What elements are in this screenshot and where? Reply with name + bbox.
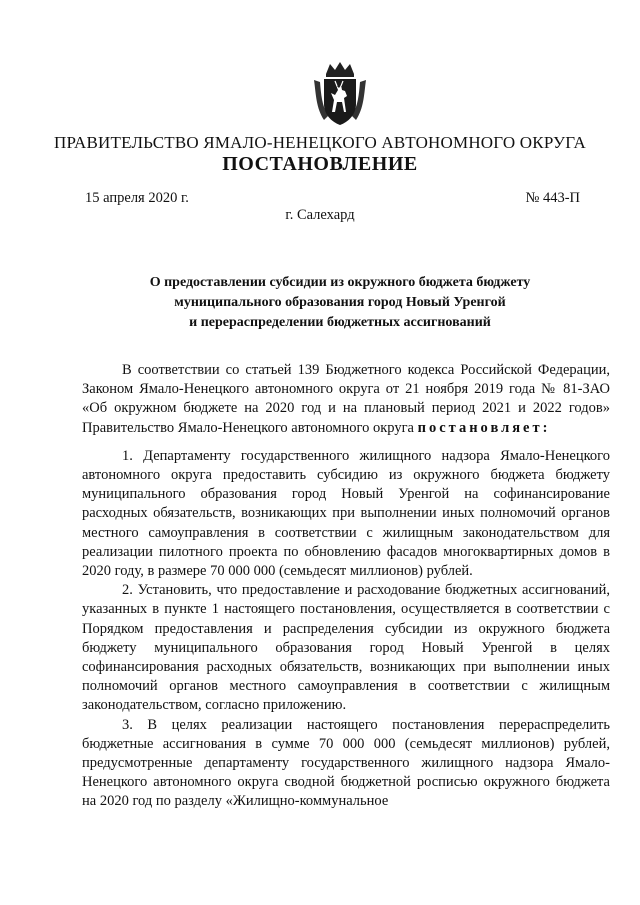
document-type-title: ПОСТАНОВЛЕНИЕ	[222, 153, 418, 175]
preamble-paragraph	[82, 361, 610, 438]
resolves-word: постановляет:	[417, 419, 551, 436]
item-2-paragraph: 2. Установить, что предоставление и расходование бюджетных ассигнований, указанных в пункте 1 настоящего постановления, осуществляется в соответствии с Порядком предоставления и распределения субсидии из окружного бюджета бюджету муниципального образования город Новый Уренгой в целях софинансирования расходных обязательств, возникающих при выполнении иных полномочий органов местного самоуправления в соответствии с жилищным законодательством, согласно приложению.	[82, 582, 610, 714]
document-body	[82, 361, 610, 812]
coat-of-arms-icon	[310, 60, 370, 128]
document-city: г. Салехард	[285, 207, 355, 223]
item-1-paragraph: 1. Департаменту государственного жилищного надзора Ямало-Ненецкого автономного округа предоставить субсидию из окружного бюджета бюджету муниципального образования город Новый Уренгой на софинансирование расходных обязательств, возникающих при выполнении иных полномочий органов местного самоуправления в соответствии с жилищным законодательством для реализации пилотного проекта по обновлению фасадов многоквартирных домов в 2020 году, в размере 70 000 000 (семьдесят миллионов) рублей.	[82, 447, 610, 580]
heading-line-2: муниципального образования город Новый Уренгой	[174, 295, 506, 310]
preamble-text: В соответствии со статьей 139 Бюджетного кодекса Российской Федерации, Законом Ямало-Ненецкого автономного округа от 21 ноября 2019 года № 81-ЗАО «Об окружном бюджете на 2020 год и на плановый период 2021 и 2022 годов» Правительство Ямало-Ненецкого автономного округа	[82, 362, 610, 436]
document-date: 15 апреля 2020 г.	[85, 190, 189, 206]
document-heading	[70, 273, 610, 333]
heading-line-3: и перераспределении бюджетных ассигнований	[189, 315, 491, 330]
government-title: ПРАВИТЕЛЬСТВО ЯМАЛО-НЕНЕЦКОГО АВТОНОМНОГО ОКРУГА	[54, 133, 586, 152]
item-3-paragraph: 3. В целях реализации настоящего постановления перераспределить бюджетные ассигнования в сумме 70 000 000 (семьдесят миллионов) рублей, предусмотренные департаменту государственного жилищного надзора Ямало-Ненецкого автономного округа сводной бюджетной росписью окружного бюджета на 2020 год по разделу «Жилищно-коммунальное	[82, 716, 610, 810]
document-number: № 443-П	[525, 190, 580, 206]
heading-line-1: О предоставлении субсидии из окружного бюджета бюджету	[149, 275, 531, 290]
